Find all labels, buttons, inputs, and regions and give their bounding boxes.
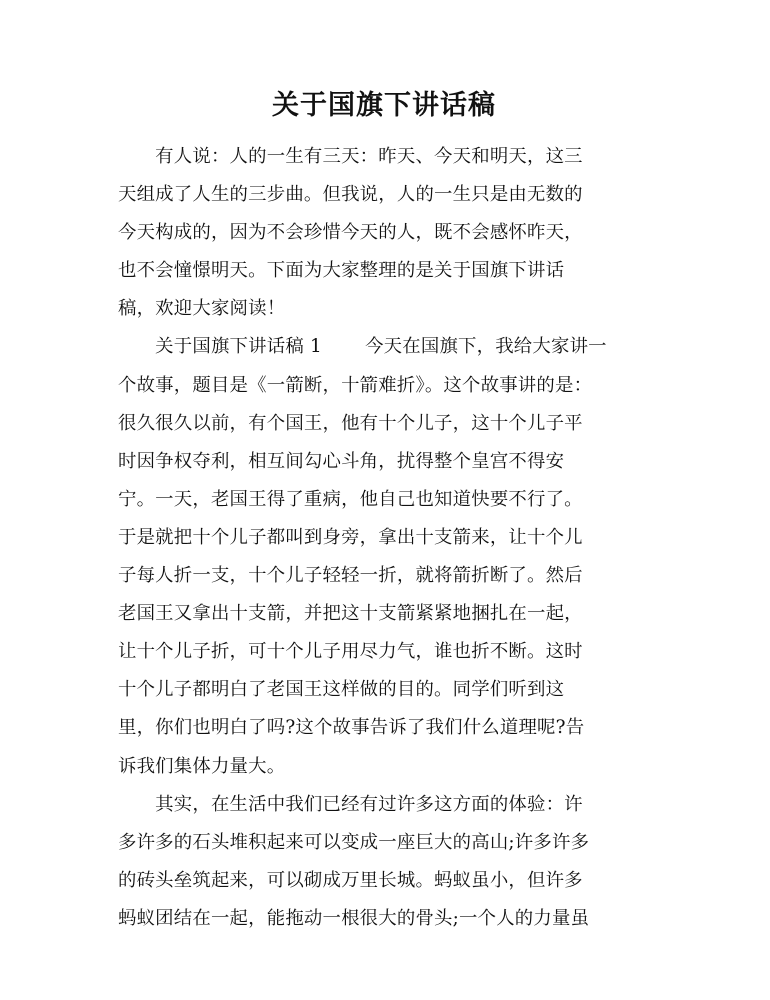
text-line: 很久很久以前，有个国王，他有十个儿子，这十个儿子平 xyxy=(118,412,583,434)
text-line: 今天构成的，因为不会珍惜今天的人，既不会感怀昨天， xyxy=(118,222,583,244)
text-line: 其实，在生活中我们已经有过许多这方面的体验：许 xyxy=(118,793,583,815)
document-body xyxy=(118,138,650,938)
text-line: 蚂蚁团结在一起，能拖动一根很大的骨头;一个人的力量虽 xyxy=(118,907,590,929)
text-line: 于是就把十个儿子都叫到身旁，拿出十支箭来，让十个儿 xyxy=(118,526,583,548)
text-line: 稿，欢迎大家阅读！ xyxy=(118,298,286,320)
text-line: 个故事，题目是《一箭断，十箭难折》。这个故事讲的是： xyxy=(118,374,593,396)
text-line: 也不会憧憬明天。下面为大家整理的是关于国旗下讲话 xyxy=(118,260,565,282)
text-line: 里，你们也明白了吗?这个故事告诉了我们什么道理呢?告 xyxy=(118,717,585,739)
text-line: 宁。一天，老国王得了重病，他自己也知道快要不行了。 xyxy=(118,488,583,510)
text-line: 天组成了人生的三步曲。但我说，人的一生只是由无数的 xyxy=(118,184,583,206)
text-line: 时因争权夺利，相互间勾心斗角，扰得整个皇宫不得安 xyxy=(118,450,565,472)
text-line: 子每人折一支，十个儿子轻轻一折，就将箭折断了。然后 xyxy=(118,565,583,587)
text-line: 让十个儿子折，可十个儿子用尽力气，谁也折不断。这时 xyxy=(118,641,583,663)
text-line: 老国王又拿出十支箭，并把这十支箭紧紧地捆扎在一起， xyxy=(118,603,583,625)
document-title: 关于国旗下讲话稿 xyxy=(272,90,496,121)
text-line: 的砖头垒筑起来，可以砌成万里长城。蚂蚁虽小，但许多 xyxy=(118,869,583,891)
text-line: 诉我们集体力量大。 xyxy=(118,755,286,777)
text-line: 十个儿子都明白了老国王这样做的目的。同学们听到这 xyxy=(118,679,565,701)
text-line: 多许多的石头堆积起来可以变成一座巨大的高山;许多许多 xyxy=(118,831,590,853)
text-line: 关于国旗下讲话稿 1 今天在国旗下，我给大家讲一 xyxy=(118,336,607,358)
text-line: 有人说：人的一生有三天：昨天、今天和明天，这三 xyxy=(118,146,583,167)
